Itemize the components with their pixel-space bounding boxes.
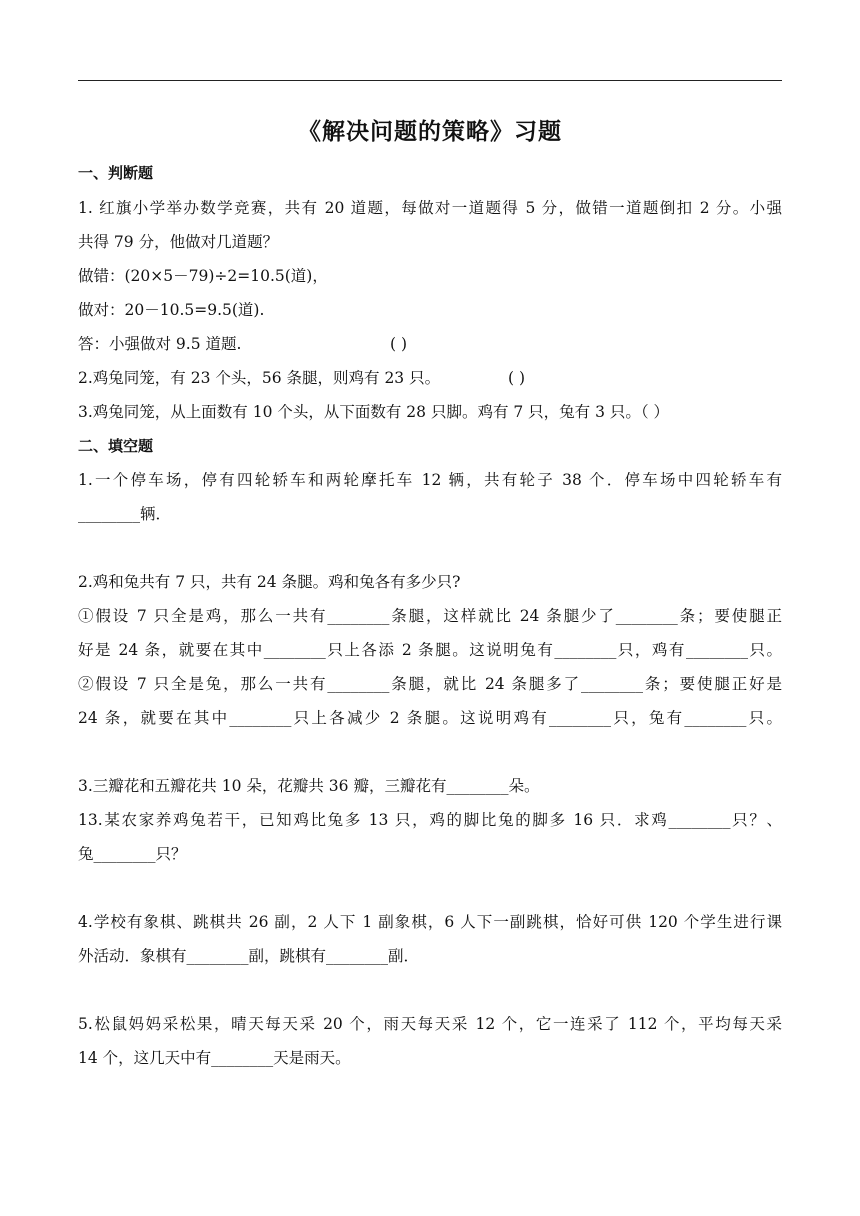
question-line: 3.三瓣花和五瓣花共 10 朵，花瓣共 36 瓣，三瓣花有________朵。: [78, 777, 540, 795]
question-line: 做对：20－10.5=9.5(道).: [78, 301, 265, 319]
question-line: ________辆．: [78, 505, 172, 523]
question-line: 做错：(20×5－79)÷2=10.5(道)，: [78, 267, 328, 285]
page-title: 《解决问题的策略》习题: [298, 118, 562, 145]
question-line: [78, 334, 782, 354]
question-text: 2.鸡兔同笼，有 23 个头，56 条腿，则鸡有 23 只。: [78, 369, 441, 387]
question-line: 外活动．象棋有________副，跳棋有________副．: [78, 947, 420, 965]
question-line: 兔________只？: [78, 845, 187, 863]
question-line: 5.松鼠妈妈采松果，晴天每天采 20 个，雨天每天采 12 个，它一连采了 112 个，平均每天采: [78, 1015, 782, 1033]
answer-parentheses: ( ): [390, 335, 408, 353]
question-line: 3.鸡兔同笼，从上面数有 10 个头，从下面数有 28 只脚。鸡有 7 只，兔有 3 只。（ ）: [78, 403, 670, 421]
question-line: 4.学校有象棋、跳棋共 26 副，2 人下 1 副象棋，6 人下一副跳棋，恰好可供 120 个学生进行课: [78, 913, 782, 931]
question-line: 14 个，这几天中有________天是雨天。: [78, 1049, 351, 1067]
header-rule: [78, 80, 782, 81]
question-line: 13.某农家养鸡兔若干，已知鸡比兔多 13 只，鸡的脚比兔的脚多 16 只．求鸡________只？、: [78, 811, 782, 829]
question-line: 2.鸡和兔共有 7 只，共有 24 条腿。鸡和兔各有多少只?: [78, 573, 461, 591]
section-heading-judgement: 一、判断题: [78, 164, 154, 182]
answer-parentheses: ( ): [508, 369, 526, 387]
question-line: 24 条，就要在其中________只上各减少 2 条腿。这说明鸡有________只，兔有________只。: [78, 709, 782, 727]
question-line: 1. 红旗小学举办数学竞赛，共有 20 道题，每做对一道题得 5 分，做错一道题倒扣 2 分。小强: [78, 199, 782, 217]
question-line: 好是 24 条，就要在其中________只上各添 2 条腿。这说明兔有________只，鸡有________只。: [78, 641, 782, 659]
question-line: ①假设 7 只全是鸡，那么一共有________条腿，这样就比 24 条腿少了________条；要使腿正: [78, 607, 782, 625]
question-line: ②假设 7 只全是兔，那么一共有________条腿，就比 24 条腿多了________条；要使腿正好是: [78, 675, 782, 693]
question-line: 共得 79 分，他做对几道题？: [78, 233, 279, 251]
question-line: 1.一个停车场，停有四轮轿车和两轮摩托车 12 辆，共有轮子 38 个．停车场中四轮轿车有: [78, 471, 782, 489]
question-line: [78, 368, 782, 388]
section-heading-fill-blank: 二、填空题: [78, 437, 154, 455]
answer-text: 答：小强做对 9.5 道题.: [78, 335, 242, 353]
